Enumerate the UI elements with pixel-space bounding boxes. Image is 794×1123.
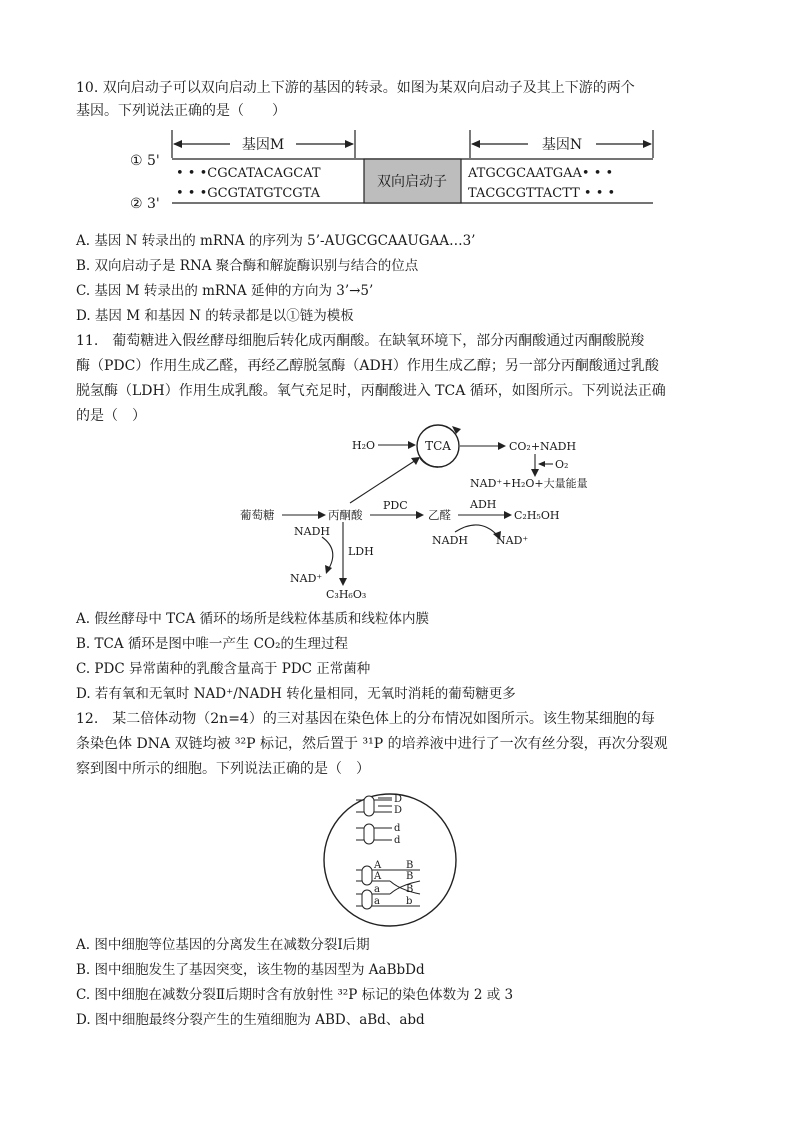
- q12-option-a: A. 图中细胞等位基因的分离发生在减数分裂Ⅰ后期: [76, 937, 370, 953]
- pdc-label: PDC: [383, 499, 408, 512]
- allele-B3: B: [406, 884, 414, 895]
- strand2-label: ② 3': [130, 196, 160, 212]
- q11-option-d: D. 若有氧和无氧时 NAD⁺/NADH 转化量相同，无氧时消耗的葡萄糖更多: [76, 686, 516, 702]
- allele-d1: d: [394, 823, 401, 834]
- allele-d2: d: [394, 835, 401, 846]
- q11-pathway-figure: [230, 420, 600, 600]
- pyruvate-label: 丙酮酸: [328, 508, 363, 522]
- adh-label: ADH: [470, 498, 497, 511]
- h2o-label: H₂O: [352, 439, 376, 452]
- q12-option-c: C. 图中细胞在减数分裂Ⅱ后期时含有放射性 ³²P 标记的染色体数为 2 或 3: [76, 987, 514, 1003]
- q10-figure: [120, 122, 680, 214]
- q10-option-c: C. 基因 M 转录出的 mRNA 延伸的方向为 3’→5’: [76, 283, 374, 299]
- q12-stem-line3: 察到图中所示的细胞。下列说法正确的是（ ）: [76, 761, 370, 777]
- strand1-label: ① 5': [130, 153, 160, 169]
- q12-stem-line2: 条染色体 DNA 双链均被 ³²P 标记，然后置于 ³¹P 的培养液中进行了一次有丝分裂，再次分裂观: [76, 736, 668, 752]
- nadh-ldh-label: NADH: [294, 525, 330, 538]
- q11-stem-line1: 11. 葡萄糖进入假丝酵母细胞后转化成丙酮酸。在缺氧环境下，部分丙酮酸通过丙酮酸脱羧: [76, 333, 645, 349]
- allele-A1: A: [374, 860, 382, 871]
- q10-option-a: A. 基因 N 转录出的 mRNA 的序列为 5’-AUGCGCAAUGAA…3’: [76, 233, 476, 249]
- allele-a1: a: [374, 884, 380, 895]
- o2-label: O₂: [555, 458, 569, 471]
- gene-m-bottom-seq: • • •GCGTATGTCGTA: [176, 186, 321, 201]
- q10-option-d: D. 基因 M 和基因 N 的转录都是以①链为模板: [76, 308, 354, 324]
- allele-B2: B: [406, 871, 414, 882]
- q11-option-b: B. TCA 循环是图中唯一产生 CO₂的生理过程: [76, 636, 348, 652]
- q11-option-a: A. 假丝酵母中 TCA 循环的场所是线粒体基质和线粒体内膜: [76, 611, 429, 627]
- q11-stem-line2: 酶（PDC）作用生成乙醛，再经乙醇脱氢酶（ADH）作用生成乙醇；另一部分丙酮酸通过乳酸: [76, 358, 659, 374]
- nadh-adh-label: NADH: [432, 534, 468, 547]
- allele-D2: D: [394, 805, 403, 816]
- ethanol-label: C₂H₅OH: [514, 509, 560, 522]
- nad-h2o-energy-label: NAD⁺+H₂O+大量能量: [470, 477, 588, 490]
- promoter-label: 双向启动子: [377, 174, 447, 190]
- q12-option-d: D. 图中细胞最终分裂产生的生殖细胞为 ABD、aBd、abd: [76, 1012, 425, 1028]
- co2-nadh-label: CO₂+NADH: [509, 440, 577, 453]
- tca-label: TCA: [425, 439, 451, 453]
- q12-stem-line1: 12. 某二倍体动物（2n=4）的三对基因在染色体上的分布情况如图所示。该生物某细胞的每: [76, 711, 655, 727]
- nad-ldh-label: NAD⁺: [290, 572, 323, 585]
- gene-n-bottom-seq: TACGCGTTACTT • • •: [468, 186, 616, 201]
- gene-n-label: 基因N: [541, 137, 583, 153]
- allele-A2: A: [374, 871, 382, 882]
- q12-option-b: B. 图中细胞发生了基因突变，该生物的基因型为 AaBbDd: [76, 962, 425, 978]
- q11-stem-line4: 的是（ ）: [76, 408, 146, 424]
- q11-stem-line3: 脱氢酶（LDH）作用生成乳酸。氧气充足时，丙酮酸进入 TCA 循环，如图所示。下列说法正确: [76, 383, 666, 399]
- q11-option-c: C. PDC 异常菌种的乳酸含量高于 PDC 正常菌种: [76, 661, 371, 677]
- allele-a2: a: [374, 896, 380, 907]
- nad-adh-label: NAD⁺: [496, 534, 529, 547]
- acetaldehyde-label: 乙醛: [428, 508, 451, 522]
- q10-stem-line1: 10. 双向启动子可以双向启动上下游的基因的转录。如图为某双向启动子及其上下游的两个: [76, 80, 635, 96]
- gene-n-top-seq: ATGCGCAATGAA• • •: [468, 166, 614, 181]
- q12-cell-figure: [320, 790, 460, 930]
- allele-B1: B: [406, 860, 414, 871]
- gene-m-label: 基因M: [241, 137, 285, 153]
- lactate-label: C₃H₆O₃: [326, 588, 367, 600]
- allele-b1: b: [406, 896, 413, 907]
- ldh-label: LDH: [348, 545, 374, 558]
- q10-stem-line2: 基因。下列说法正确的是（ ）: [76, 103, 286, 119]
- glucose-label: 葡萄糖: [240, 508, 275, 522]
- gene-m-top-seq: • • •CGCATACAGCAT: [176, 166, 321, 181]
- allele-D1: D: [394, 794, 403, 805]
- q10-option-b: B. 双向启动子是 RNA 聚合酶和解旋酶识别与结合的位点: [76, 258, 419, 274]
